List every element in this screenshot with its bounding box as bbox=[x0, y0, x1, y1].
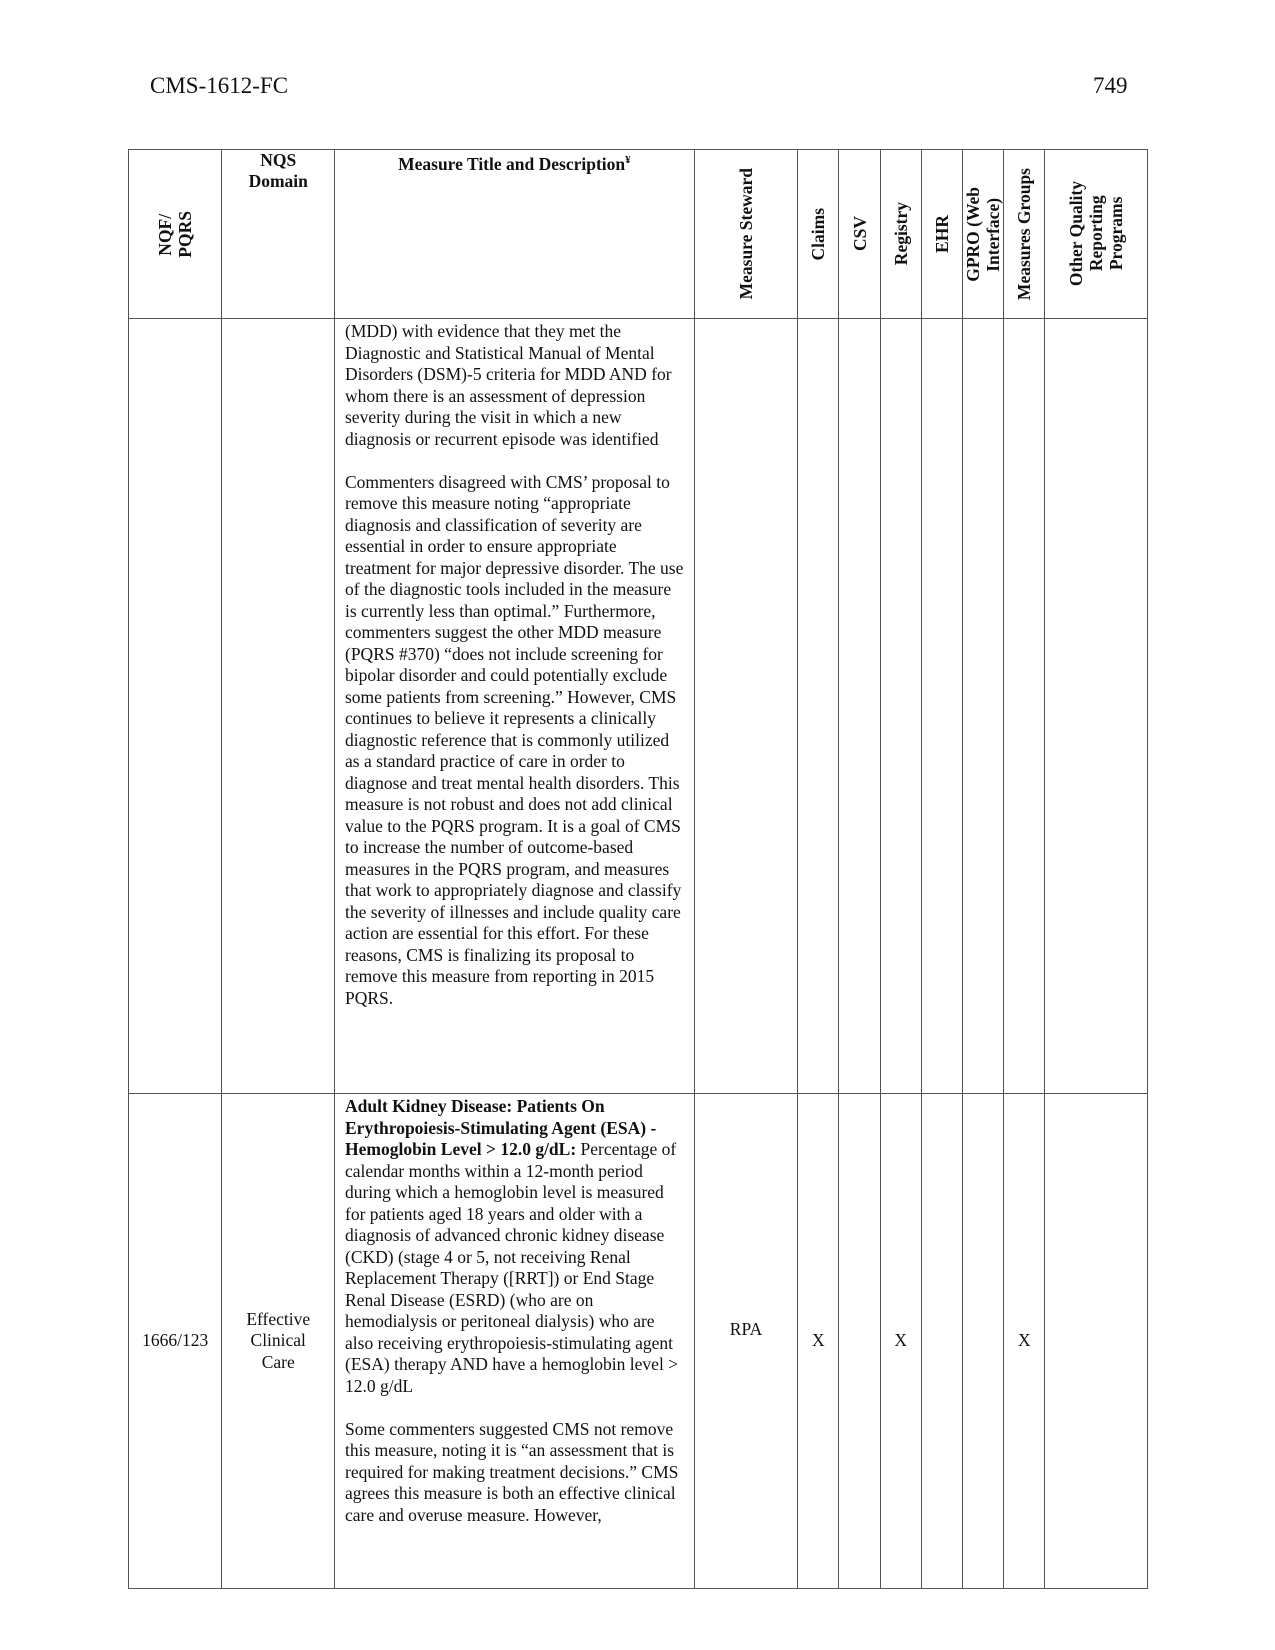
col-header-measure-steward bbox=[694, 150, 798, 319]
cell-measures-groups bbox=[1004, 319, 1045, 1094]
col-header-nqf-line2: PQRS bbox=[175, 210, 196, 258]
table-row bbox=[129, 1094, 1148, 1589]
cell-gpro bbox=[963, 1094, 1004, 1589]
description-paragraph: (MDD) with evidence that they met the Diagnostic and Statistical Manual of Mental Disorders (DSM)-5 criteria for MDD AND for whom there is an assessment of depression severity during the visit in which a new diagnosis or recurrent episode was identified bbox=[345, 321, 672, 449]
col-header-other-programs bbox=[1045, 150, 1148, 319]
measure-description-paragraph bbox=[345, 1096, 686, 1397]
cell-registry: X bbox=[880, 1094, 921, 1589]
cell-gpro bbox=[963, 319, 1004, 1094]
col-header-measures-groups-text: Measures Groups bbox=[1014, 167, 1035, 301]
cell-nqs-domain: Effective Clinical Care bbox=[222, 1094, 335, 1589]
col-header-gpro bbox=[963, 150, 1004, 319]
table-row bbox=[129, 319, 1148, 1094]
col-header-gpro-line1: GPRO (Web bbox=[963, 186, 984, 282]
table-header-row bbox=[129, 150, 1148, 319]
yen-footnote-mark: ¥ bbox=[625, 154, 631, 166]
col-header-nqs-line2: Domain bbox=[248, 171, 308, 191]
cell-ehr bbox=[921, 319, 962, 1094]
col-header-ehr bbox=[921, 150, 962, 319]
page-number: 749 bbox=[1093, 73, 1128, 98]
cell-measures-groups: X bbox=[1004, 1094, 1045, 1589]
col-header-other-line2: Reporting bbox=[1086, 196, 1107, 272]
cell-steward: RPA bbox=[694, 1094, 798, 1589]
cell-steward bbox=[694, 319, 798, 1094]
comment-paragraph: Commenters disagreed with CMS’ proposal to remove this measure noting “appropriate diagnosis and classification of severity are essential in order to ensure appropriate treatment for major depressive disorder. The use of the diagnostic tools included in the measure is currently less than optimal.” Furthermore, commenters suggest the other MDD measure (PQRS #370) “does not include screening for bipolar disorder and could potentially exclude some patients from screening.” However, CMS continues to believe it represents a clinically diagnostic reference that is commonly utilized as a standard practice of care in order to diagnose and treat mental health disorders. This measure is not robust and does not add clinical value to the PQRS program. It is a goal of CMS to increase the number of outcome-based measures in the PQRS program, and measures that work to appropriately diagnose and classify the severity of illnesses and include quality care action are essential for this effort. For these reasons, CMS is finalizing its proposal to remove this measure from reporting in 2015 PQRS. bbox=[345, 471, 684, 1008]
measure-title: Adult Kidney Disease: Patients On Erythropoiesis-Stimulating Agent (ESA) - Hemoglobin Level > 12.0 g/dL: bbox=[345, 1096, 657, 1159]
col-header-measure-title bbox=[335, 150, 695, 319]
col-header-ehr-text: EHR bbox=[931, 215, 952, 253]
cell-csv bbox=[839, 1094, 880, 1589]
col-header-gpro-line2: Interface) bbox=[983, 197, 1004, 271]
document-id: CMS-1612-FC bbox=[150, 73, 289, 98]
col-header-measure-title-text: Measure Title and Description bbox=[398, 153, 626, 174]
cell-registry bbox=[880, 319, 921, 1094]
cell-claims bbox=[798, 319, 839, 1094]
cell-other-programs bbox=[1045, 319, 1148, 1094]
col-header-other-line1: Other Quality bbox=[1066, 181, 1087, 287]
col-header-nqs-domain bbox=[222, 150, 335, 319]
cell-csv bbox=[839, 319, 880, 1094]
cell-measure-description bbox=[335, 1094, 695, 1589]
cell-nqf-pqrs: 1666/123 bbox=[129, 1094, 222, 1589]
col-header-registry-text: Registry bbox=[890, 202, 911, 266]
col-header-nqs-line1: NQS bbox=[260, 150, 297, 170]
cell-claims: X bbox=[798, 1094, 839, 1589]
measure-description: Percentage of calendar months within a 12-month period during which a hemoglobin level is measured for patients aged 18 years and older with a diagnosis of advanced chronic kidney disease (CKD) (stage 4 or 5, not receiving Renal Replacement Therapy ([RRT]) or End Stage Renal Disease (ESRD) (who are on hemodialysis or peritoneal dialysis) who are also receiving erythropoiesis-stimulating agent (ESA) therapy AND have a hemoglobin level > 12.0 g/dL bbox=[345, 1139, 679, 1396]
col-header-claims bbox=[798, 150, 839, 319]
col-header-registry bbox=[880, 150, 921, 319]
col-header-steward-text: Measure Steward bbox=[736, 168, 756, 300]
cell-nqf-pqrs bbox=[129, 319, 222, 1094]
col-header-csv-text: CSV bbox=[849, 216, 870, 252]
cell-other-programs bbox=[1045, 1094, 1148, 1589]
col-header-other-line3: Programs bbox=[1106, 197, 1127, 271]
cell-measure-description bbox=[335, 319, 695, 1094]
col-header-measures-groups bbox=[1004, 150, 1045, 319]
cell-ehr bbox=[921, 1094, 962, 1589]
col-header-csv bbox=[839, 150, 880, 319]
col-header-nqf-line1: NQF/ bbox=[155, 213, 176, 255]
cell-nqs-domain bbox=[222, 319, 335, 1094]
measures-table bbox=[128, 149, 1148, 1589]
col-header-claims-text: Claims bbox=[808, 207, 829, 261]
col-header-nqf-pqrs bbox=[129, 150, 222, 319]
comment-paragraph: Some commenters suggested CMS not remove this measure, noting it is “an assessment that is required for making treatment decisions.” CMS agrees this measure is both an effective clinical care and overuse measure. However, bbox=[345, 1418, 679, 1525]
